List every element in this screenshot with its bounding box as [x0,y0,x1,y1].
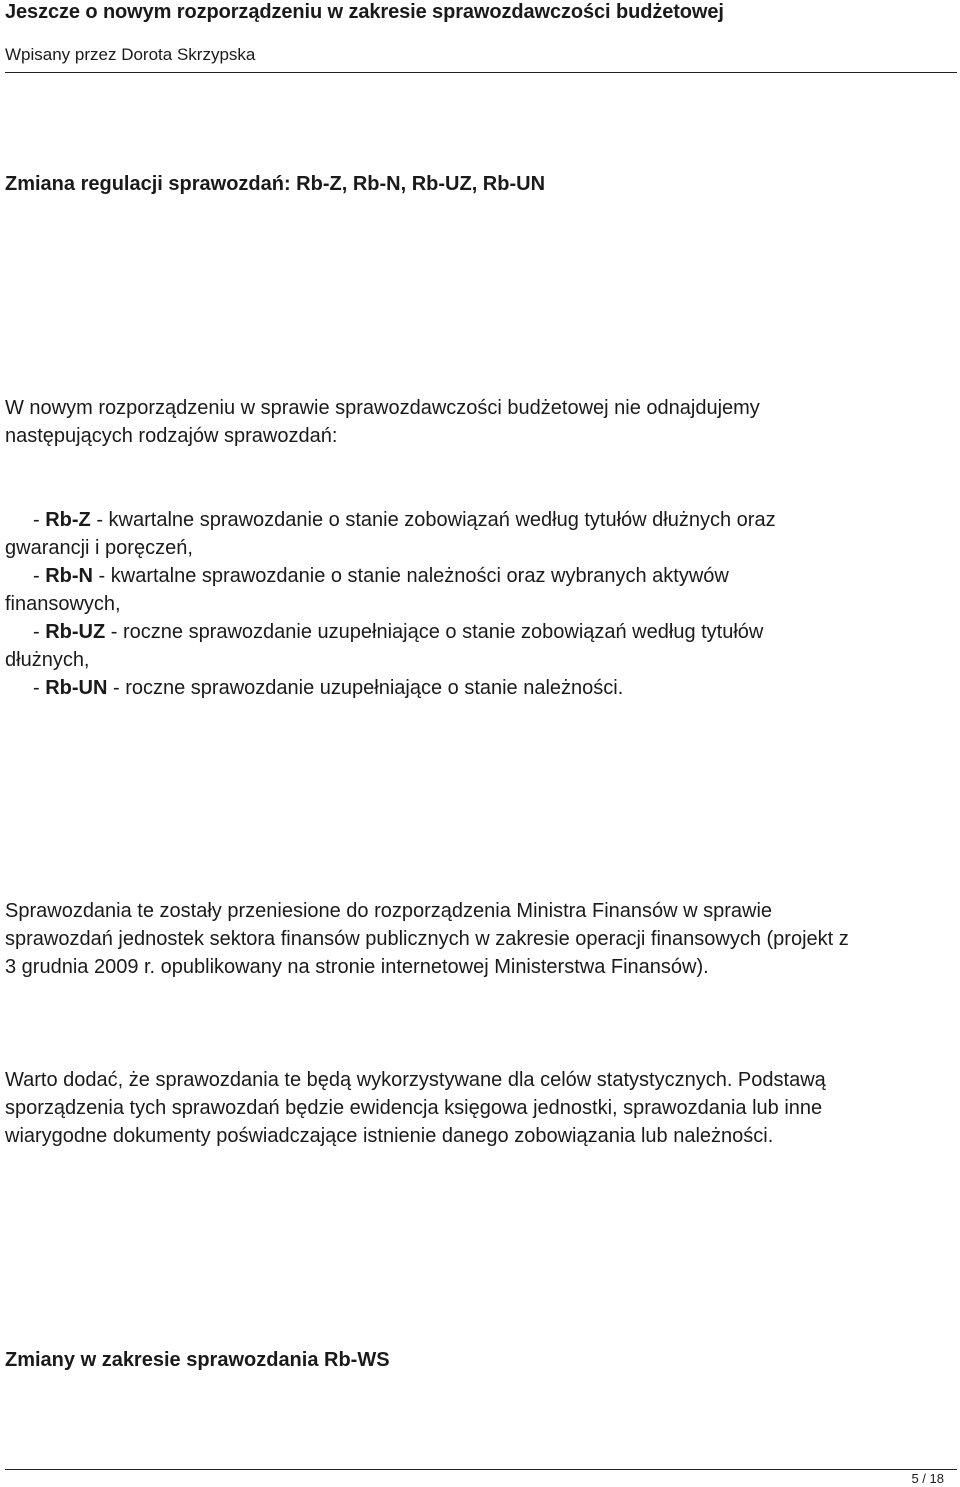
report-code: Rb-Z [45,509,91,531]
list-item-rb-n [5,562,776,590]
intro-line: następujących rodzajów sprawozdań: [5,425,338,447]
report-code: Rb-UZ [45,621,106,643]
page-number: 5 / 18 [911,1471,944,1486]
intro-line: W nowym rozporządzeniu w sprawie sprawozdawczości budżetowej nie odnajdujemy [5,397,760,419]
list-item-continuation: dłużnych, [5,649,90,671]
paragraph-line: Warto dodać, że sprawozdania te będą wykorzystywane dla celów statystycznych. Podstawą [5,1069,826,1091]
header-divider [5,72,957,73]
intro-paragraph [5,394,760,450]
document-title: Jeszcze o nowym rozporządzeniu w zakresie sprawozdawczości budżetowej [5,1,724,23]
list-item-rb-un [5,674,776,702]
list-item-rb-z [5,506,776,534]
paragraph-line: 3 grudnia 2009 r. opublikowany na stronie internetowej Ministerstwa Finansów). [5,956,709,978]
report-code: Rb-UN [45,677,108,699]
report-description: - roczne sprawozdanie uzupełniające o stanie zobowiązań według tytułów [105,621,764,643]
report-description: - kwartalne sprawozdanie o stanie zobowiązań według tytułów dłużnych oraz [90,509,776,531]
author-line: Wpisany przez Dorota Skrzypska [5,45,256,64]
list-item-rb-uz [5,618,776,646]
report-list [5,506,776,702]
paragraph-line: sprawozdań jednostek sektora finansów publicznych w zakresie operacji finansowych (projekt z [5,928,849,950]
paragraph-line: sporządzenia tych sprawozdań będzie ewidencja księgowa jednostki, sprawozdania lub inne [5,1097,823,1119]
list-dash: - [33,677,46,699]
report-description: - kwartalne sprawozdanie o stanie należności oraz wybranych aktywów [92,565,729,587]
list-item-continuation: finansowych, [5,593,121,615]
paragraph-statistics [5,1066,826,1150]
list-dash: - [33,621,46,643]
section-heading-rb-ws: Zmiany w zakresie sprawozdania Rb-WS [5,1349,390,1371]
paragraph-transfer [5,897,849,981]
paragraph-line: Sprawozdania te zostały przeniesione do rozporządzenia Ministra Finansów w sprawie [5,900,773,922]
footer-divider [5,1469,957,1470]
list-item-continuation: gwarancji i poręczeń, [5,537,193,559]
list-dash: - [33,565,46,587]
paragraph-line: wiarygodne dokumenty poświadczające istnienie danego zobowiązania lub należności. [5,1125,774,1147]
section-heading-rb-changes: Zmiana regulacji sprawozdań: Rb-Z, Rb-N, Rb-UZ, Rb-UN [5,173,546,195]
report-code: Rb-N [45,565,93,587]
report-description: - roczne sprawozdanie uzupełniające o stanie należności. [107,677,624,699]
list-dash: - [33,509,46,531]
